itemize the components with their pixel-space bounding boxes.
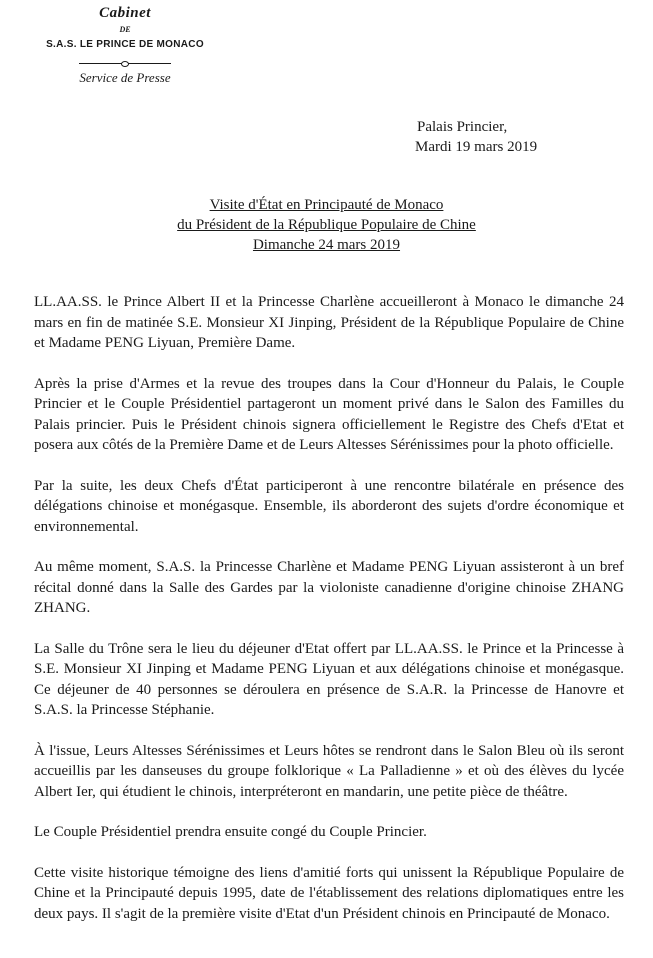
- title-line-1: Visite d'État en Principauté de Monaco: [209, 197, 444, 213]
- press-release-title: [0, 195, 653, 255]
- letterhead-cabinet: Cabinet: [99, 5, 151, 21]
- dateline-place: Palais Princier,: [417, 119, 508, 135]
- dateline-date: Mardi 19 mars 2019: [415, 139, 538, 155]
- paragraph-2: Après la prise d'Armes et la revue des troupes dans la Cour d'Honneur du Palais, le Couple Princier et le Couple Présidentiel partageront un moment privé dans le Salon des Familles du Palais princier. Puis le Président chinois signera officiellement le Registre des Chefs d'Etat et posera aux côtés de la Première Dame et de Leurs Altesses Sérénissimes pour la photo officielle.: [34, 375, 624, 453]
- paragraph-8: Cette visite historique témoigne des liens d'amitié forts qui unissent la République Populaire de Chine et la Principauté depuis 1995, date de l'établissement des relations diplomatiques entre les deux pays. Il s'agit de la première visite d'Etat d'un Président chinois en Principauté de Monaco.: [34, 864, 624, 922]
- paragraph-6: À l'issue, Leurs Altesses Sérénissimes et Leurs hôtes se rendront dans le Salon Bleu où ils seront accueillis par les danseuses du groupe folklorique « La Palladienne » et où des élèves du lycée Albert Ier, qui étudient le chinois, interpréteront en mandarin, une petite pièce de théâtre.: [34, 742, 624, 800]
- paragraph-7: Le Couple Présidentiel prendra ensuite congé du Couple Princier.: [34, 824, 427, 840]
- press-release-body: [34, 292, 624, 944]
- letterhead-service: Service de Presse: [79, 70, 171, 85]
- title-line-3: Dimanche 24 mars 2019: [252, 237, 401, 253]
- letterhead: [30, 4, 220, 86]
- paragraph-3: Par la suite, les deux Chefs d'État participeront à une rencontre bilatérale en présence des délégations chinoise et monégasque. Ensemble, ils aborderont des sujets d'ordre économique et environnemental.: [34, 477, 624, 535]
- paragraph-4: Au même moment, S.A.S. la Princesse Charlène et Madame PENG Liyuan assisteront à un bref récital donné dans la Salle des Gardes par la violoniste canadienne d'origine chinoise ZHANG ZHANG.: [34, 559, 624, 616]
- paragraph-1: LL.AA.SS. le Prince Albert II et la Princesse Charlène accueilleront à Monaco le dimanche 24 mars en fin de matinée S.E. Monsieur XI Jinping, Président de la République Populaire de Chine et Madame PENG Liyuan, Première Dame.: [34, 294, 624, 351]
- letterhead-prince: S.A.S. LE PRINCE DE MONACO: [46, 39, 204, 50]
- letterhead-divider: [79, 63, 171, 64]
- dateline: [417, 117, 537, 157]
- letterhead-de: DE: [119, 25, 131, 34]
- paragraph-5: La Salle du Trône sera le lieu du déjeuner d'Etat offert par LL.AA.SS. le Prince et la Princesse à S.E. Monsieur XI Jinping et Madame PENG Liyuan et aux délégations chinoise et monégasque. Ce déjeuner de 40 personnes se déroulera en présence de S.A.R. la Princesse de Hanovre et S.A.S. la Princesse Stéphanie.: [34, 640, 624, 718]
- title-line-2: du Président de la République Populaire de Chine: [177, 217, 476, 233]
